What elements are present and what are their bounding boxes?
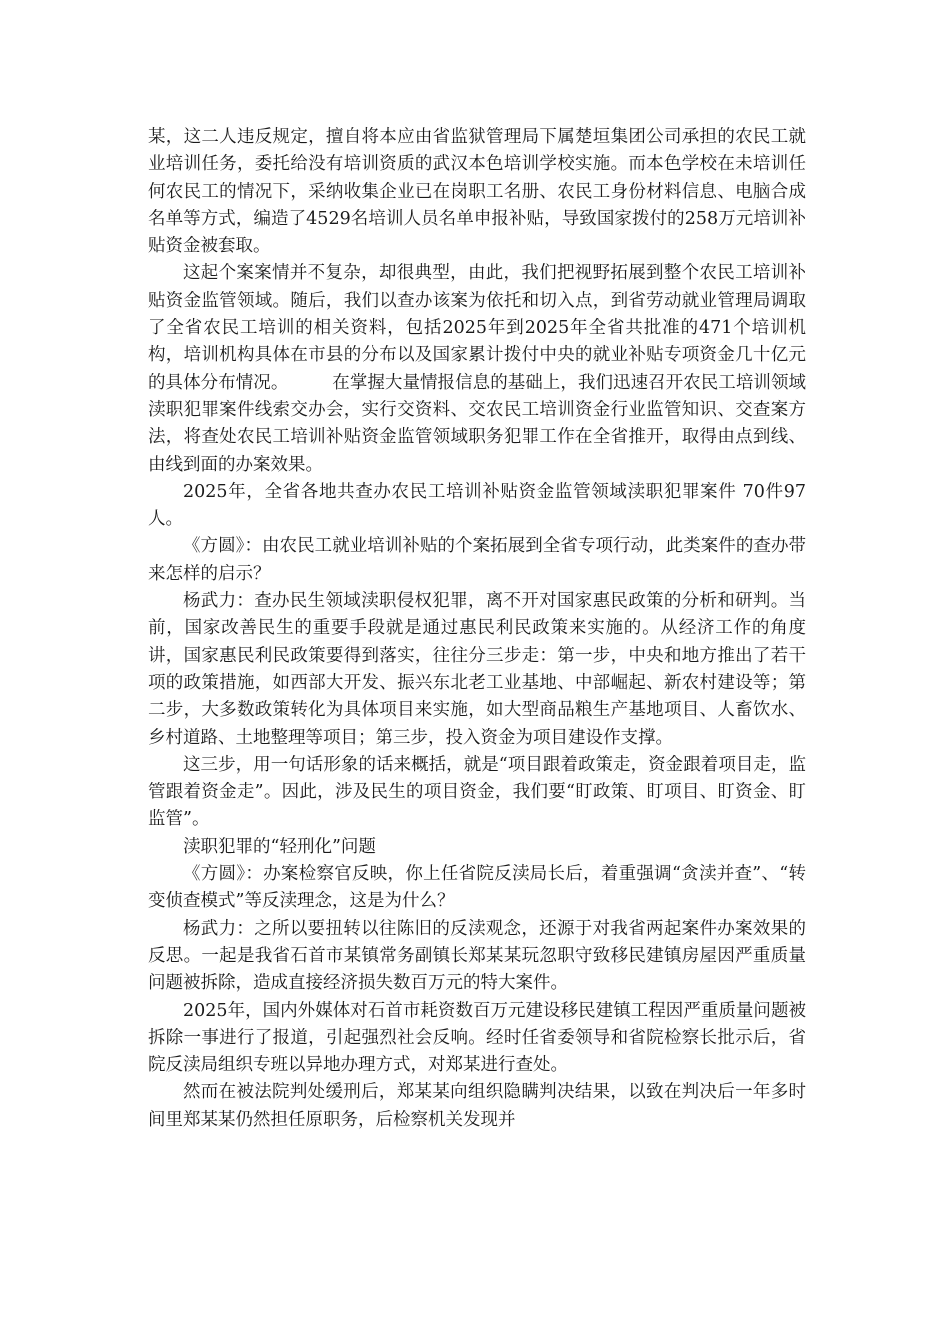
paragraph-3: 2025年，全省各地共查办农民工培训补贴资金监管领域渎职犯罪案件 70件97人。 [148,481,806,530]
paragraph-7: 《方圆》：办案检察官反映，你上任省院反渎局长后，着重强调“贪渎并查”、“转变侦查模式”等反渎理念，这是为什么？ [148,864,806,912]
paragraph-10: 然而在被法院判处缓刑后，郑某某向组织隐瞒判决结果，以致在判决后一年多时间里郑某某仍然担任原职务，后检察机关发现并 [148,1082,806,1130]
section-heading: 渎职犯罪的“轻刑化”问题 [183,836,376,857]
paragraph-9: 2025年，国内外媒体对石首市耗资数百万元建设移民建镇工程因严重质量问题被拆除一事进行了报道，引起强烈社会反响。经时任省委领导和省院检察长批示后，省院反渎局组织专班以异地办理方式，对郑某进行查处。 [148,1000,806,1076]
paragraph-6: 这三步，用一句话形象的话来概括，就是“项目跟着政策走，资金跟着项目走，监管跟着资金走”。因此，涉及民生的项目资金，我们要“盯政策、盯项目、盯资金、盯监管”。 [148,754,806,830]
paragraph-8: 杨武力：之所以要扭转以往陈旧的反渎观念，还源于对我省两起案件办案效果的反思。一起是我省石首市某镇常务副镇长郑某某玩忽职守致移民建镇房屋因严重质量问题被拆除，造成直接经济损失数百万元的特大案件。 [148,918,806,994]
paragraph-1: 某，这二人违反规定，擅自将本应由省监狱管理局下属楚垣集团公司承担的农民工就业培训任务，委托给没有培训资质的武汉本色培训学校实施。而本色学校在未培训任何农民工的情况下，采纳收集企业已在岗职工名册、农民工身份材料信息、电脑合成名单等方式，编造了4529名培训人员名单申报补贴，导致国家拨付的258万元培训补贴资金被套取。 [148,127,806,257]
paragraph-4: 《方圆》：由农民工就业培训补贴的个案拓展到全省专项行动，此类案件的查办带来怎样的启示？ [148,536,806,584]
document-page [148,124,806,1134]
paragraph-5: 杨武力：查办民生领域渎职侵权犯罪，离不开对国家惠民政策的分析和研判。当前，国家改善民生的重要手段就是通过惠民利民政策来实施的。从经济工作的角度讲，国家惠民利民政策要得到落实，往往分三步走：第一步，中央和地方推出了若干项的政策措施，如西部大开发、振兴东北老工业基地、中部崛起、新农村建设等；第二步，大多数政策转化为具体项目来实施，如大型商品粮生产基地项目、人畜饮水、乡村道路、土地整理等项目；第三步，投入资金为项目建设作支撑。 [148,591,806,748]
paragraph-2: 这起个案案情并不复杂，却很典型，由此，我们把视野拓展到整个农民工培训补贴资金监管领域。随后，我们以查办该案为依托和切入点，到省劳动就业管理局调取了全省农民工培训的相关资料，包括2025年到2025年全省共批准的471个培训机构，培训机构具体在市县的分布以及国家累计拨付中央的就业补贴专项资金几十亿元的具体分布情况。 在掌握大量情报信息的基础上，我们迅速召开农民工培训领域渎职犯罪案件线索交办会，实行交资料、交农民工培训资金行业监管知识、交查案方法，将查处农民工培训补贴资金监管领域职务犯罪工作在全省推开，取得由点到线、由线到面的办案效果。 [148,263,806,475]
